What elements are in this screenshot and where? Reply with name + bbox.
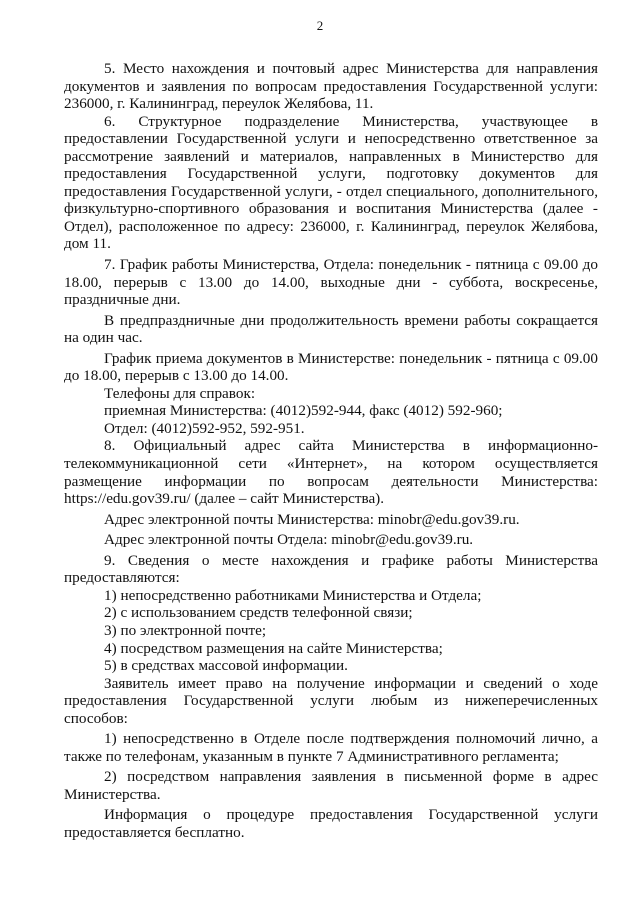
list-item-written-request: 2) посредством направления заявления в письменной форме в адрес Министерства. [64,768,598,803]
list-item-email: 3) по электронной почте; [104,621,267,639]
list-item-employees: 1) непосредственно работниками Министерства и Отдела; [104,586,482,604]
paragraph-phones-heading: Телефоны для справок: [104,384,256,402]
paragraph-ministry-email: Адрес электронной почты Министерства: minobr@edu.gov39.ru. [104,510,520,528]
paragraph-phone-reception: приемная Министерства: (4012)592-944, факс (4012) 592-960; [104,402,503,420]
document-body [64,60,598,842]
paragraph-department-email: Адрес электронной почты Отдела: minobr@edu.gov39.ru. [104,531,474,549]
paragraph-free-info: Информация о процедуре предоставления Государственной услуги предоставляется бесплатно. [64,806,598,841]
paragraph-pre-holiday: В предпраздничные дни продолжительность времени работы сокращается на один час. [64,311,598,347]
list-item-phone: 2) с использованием средств телефонной связи; [104,604,413,622]
list-item-in-person: 1) непосредственно в Отделе после подтверждения полномочий лично, а также по телефонам, указанным в пункте 7 Административного регламента; [64,730,598,765]
paragraph-reception-schedule: График приема документов в Министерстве: понедельник - пятница с 09.00 до 18.00, перерыв с 13.00 до 14.00. [64,349,598,385]
paragraph-8-website: 8. Официальный адрес сайта Министерства в информационно-телекоммуникационной сети «Интернет», на котором осуществляется размещение информации по вопросам деятельности Министерства: https://edu.gov39.ru/ (далее – сайт Министерства). [64,437,598,508]
paragraph-5-address: 5. Место нахождения и почтовый адрес Министерства для направления документов и заявления по вопросам предоставления Государственной услуги: 236000, г. Калининград, переулок Желябова, 11. [64,60,598,113]
paragraph-9-info-sources: 9. Сведения о месте нахождения и графике работы Министерства предоставляются: [64,551,598,587]
paragraph-7-schedule: 7. График работы Министерства, Отдела: понедельник - пятница с 09.00 до 18.00, перерыв с 13.00 до 14.00, выходные дни - суббота, воскресенье, праздничные дни. [64,256,598,309]
page-number: 2 [316,18,324,33]
paragraph-phone-department: Отдел: (4012)592-952, 592-951. [104,419,305,437]
paragraph-6-department: 6. Структурное подразделение Министерства, участвующее в предоставлении Государственной услуги и непосредственно ответственное за рассмотрение заявлений и материалов, направленных в Министерство для предоставления Государственной услуги, подготовку документов для предоставления Государственной услуги, - отдел специального, дополнительного, физкультурно-спортивного образования и воспитания Министерства (далее - Отдел), расположенное по адресу: 236000, г. Калининград, переулок Желябова, дом 11. [64,112,598,253]
list-item-website: 4) посредством размещения на сайте Министерства; [104,639,443,657]
paragraph-applicant-rights: Заявитель имеет право на получение информации и сведений о ходе предоставления Государственной услуги любым из нижеперечисленных способов: [64,674,598,727]
list-item-media: 5) в средствах массовой информации. [104,657,348,675]
